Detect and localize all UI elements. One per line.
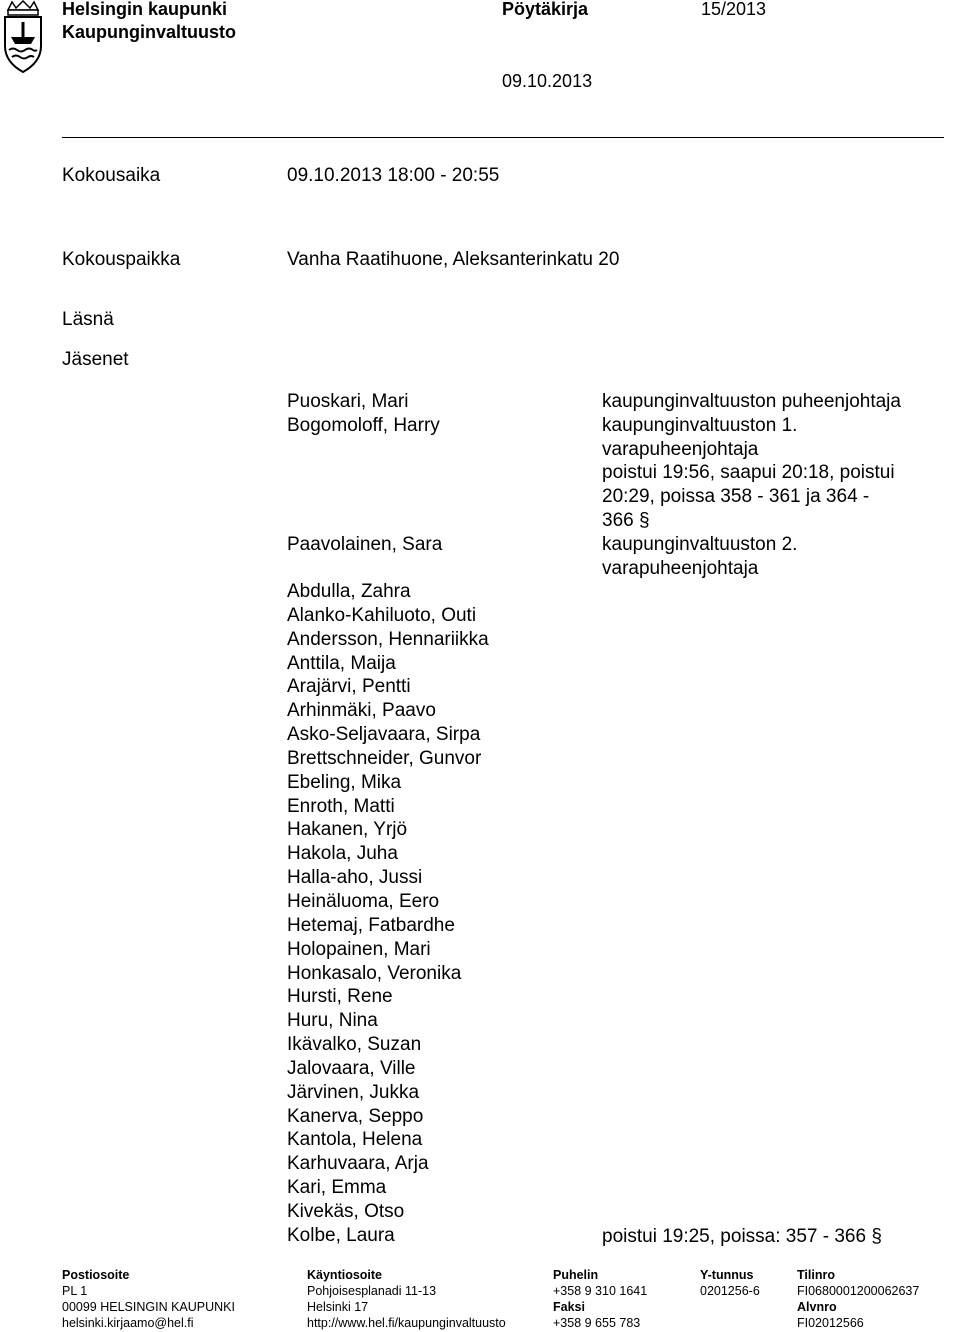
officer-name-vice1: Bogomoloff, Harry [287,415,440,436]
footer-postal-city: 00099 HELSINGIN KAUPUNKI [62,1300,235,1314]
member-name: Asko-Seljavaara, Sirpa [287,724,481,746]
member-name: Brettschneider, Gunvor [287,747,482,769]
officer-name-vice2: Paavolainen, Sara [287,534,443,555]
member-name: Kanerva, Seppo [287,1105,424,1127]
member-name: Kari, Emma [287,1177,387,1199]
member-name: Kolbe, Laura [287,1224,395,1246]
footer-fax-heading: Faksi [553,1300,585,1314]
member-name: Halla-aho, Jussi [287,867,423,889]
member-name: Hakanen, Yrjö [287,819,408,841]
member-name: Honkasalo, Veronika [287,962,462,984]
member-name: Ikävalko, Suzan [287,1034,422,1056]
members-list [287,580,489,1248]
officer-role-vice1: kaupunginvaltuuston 1. varapuheenjohtaja [602,415,798,460]
footer-vat-number: FI02012566 [797,1316,864,1330]
member-name: Kivekäs, Otso [287,1200,405,1222]
member-name: Hursti, Rene [287,986,393,1008]
footer-fax-number: +358 9 655 783 [553,1316,641,1330]
footer-street: Pohjoisesplanadi 11-13 [307,1284,437,1298]
member-name: Hakola, Juha [287,843,398,865]
footer-postal-box: PL 1 [62,1284,88,1298]
member-name: Abdulla, Zahra [287,581,411,602]
footer-website-link[interactable]: http://www.hel.fi/kaupunginvaltuusto [307,1316,506,1330]
members-label: Jäsenet [62,349,129,370]
member-name: Andersson, Hennariikka [287,628,489,650]
officer-role-chair: kaupunginvaltuuston puheenjohtaja [602,391,901,412]
footer-phone [553,1267,647,1331]
footer-business-id-value: 0201256-6 [700,1284,760,1298]
member-name: Enroth, Matti [287,795,395,817]
present-label: Läsnä [62,309,114,330]
document-number: 15/2013 [701,0,767,19]
footer-email: helsinki.kirjaamo@hel.fi [62,1316,194,1330]
footer-phone-heading: Puhelin [553,1268,599,1282]
officer-name-chair: Puoskari, Mari [287,391,409,412]
footer-account [797,1267,919,1331]
member-name: Holopainen, Mari [287,938,431,960]
footer-visiting-heading: Käyntiosoite [307,1268,383,1282]
footer-postal-address [62,1267,235,1331]
footer-business-id-heading: Y-tunnus [700,1268,754,1282]
member-name: Arhinmäki, Paavo [287,700,436,722]
city-name: Helsingin kaupunki [62,0,228,19]
member-name: Arajärvi, Pentti [287,676,411,698]
footer-business-id [700,1267,760,1299]
member-name: Alanko-Kahiluoto, Outi [287,604,477,626]
member-name: Kantola, Helena [287,1129,423,1151]
meeting-time-value: 09.10.2013 18:00 - 20:55 [287,165,500,186]
footer-phone-number: +358 9 310 1641 [553,1284,648,1298]
document-type: Pöytäkirja [502,0,589,19]
member-name: Heinäluoma, Eero [287,890,440,912]
officer-role-vice2: kaupunginvaltuuston 2. varapuheenjohtaja [602,534,798,579]
footer-visiting-address [307,1267,506,1331]
helsinki-coat-of-arms-logo [0,0,46,74]
footer-vat-heading: Alvnro [797,1300,837,1314]
document-date: 09.10.2013 [502,71,593,91]
meeting-time-label: Kokousaika [62,165,161,186]
footer-account-heading: Tilinro [797,1268,835,1282]
member-name: Hetemaj, Fatbardhe [287,914,455,936]
council-name: Kaupunginvaltuusto [62,22,236,42]
meeting-place-label: Kokouspaikka [62,249,181,270]
footer-account-number: FI0680001200062637 [797,1284,920,1298]
member-name: Jalovaara, Ville [287,1057,416,1079]
footer-city: Helsinki 17 [307,1300,369,1314]
member-name: Huru, Nina [287,1010,378,1032]
footer-postal-heading: Postiosoite [62,1268,130,1282]
meeting-place-value: Vanha Raatihuone, Aleksanterinkatu 20 [287,249,620,270]
member-name: Anttila, Maija [287,652,396,674]
header-divider [62,137,944,138]
member-name: Ebeling, Mika [287,771,402,793]
member-note-kolbe: poistui 19:25, poissa: 357 - 366 § [602,1226,882,1247]
officer-note-vice1: poistui 19:56, saapui 20:18, poistui 20:29, poissa 358 - 361 ja 364 - 366 § [602,462,895,531]
member-name: Järvinen, Jukka [287,1081,420,1103]
member-name: Karhuvaara, Arja [287,1153,429,1175]
